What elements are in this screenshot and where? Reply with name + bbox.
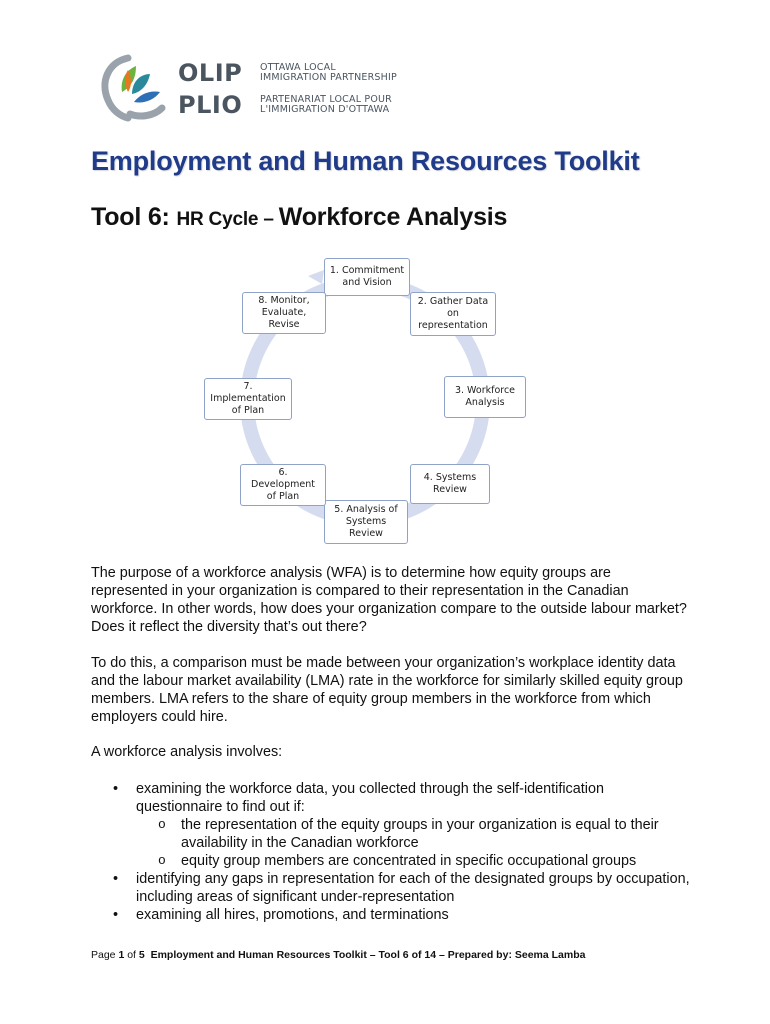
org-en-line1: OTTAWA LOCAL — [260, 61, 336, 73]
paragraph-purpose: The purpose of a workforce analysis (WFA) is to determine how equity groups are represented in your organization is compared to their representation in the Canadian workforce. In other words, how does your organization compare to the outside labour market? Does it reflect the diversity that’s out there? — [91, 565, 687, 635]
brand-fr: PLIO — [178, 91, 243, 119]
cycle-step-6: 6. Development of Plan — [240, 464, 326, 506]
org-fr-line2: L'IMMIGRATION D'OTTAWA — [260, 104, 390, 115]
cycle-step-2: 2. Gather Data on representation — [410, 292, 496, 336]
subtitle-topic: Workforce Analysis — [278, 203, 508, 231]
list-item — [91, 780, 691, 870]
list-item-text: examining the workforce data, you collected through the self-identification questionnaire to find out if: — [136, 781, 604, 815]
org-en-line2: IMMIGRATION PARTNERSHIP — [260, 72, 397, 83]
footer-of-word: of — [124, 949, 139, 961]
cycle-step-5: 5. Analysis of Systems Review — [324, 500, 408, 544]
cycle-step-4: 4. Systems Review — [410, 464, 490, 504]
org-fr-line1: PARTENARIAT LOCAL POUR — [260, 93, 392, 105]
sub-list-item: o equity group members are concentrated in specific occupational groups — [136, 852, 691, 870]
tool-subtitle — [91, 203, 507, 232]
cycle-step-1: 1. Commitment and Vision — [324, 258, 410, 296]
list-item: • identifying any gaps in representation for each of the designated groups by occupation, including areas of significant under-representation — [91, 870, 691, 906]
logo-text — [178, 58, 397, 120]
cycle-step-8: 8. Monitor, Evaluate, Revise — [242, 292, 326, 334]
subtitle-cycle: HR Cycle – — [176, 209, 279, 230]
footer-page-total: 5 — [138, 949, 145, 961]
paragraph-involves: A workforce analysis involves: — [91, 744, 283, 760]
cycle-step-3: 3. Workforce Analysis — [444, 376, 526, 418]
sub-list-item: o the representation of the equity groups in your organization is equal to their availability in the Canadian workforce — [136, 816, 691, 852]
footer-page-word: Page — [91, 949, 119, 961]
page-title: Employment and Human Resources Toolkit — [91, 146, 640, 176]
brand-en: OLIP — [178, 59, 243, 87]
cycle-arrow-head — [308, 270, 324, 284]
paragraph-comparison: To do this, a comparison must be made between your organization’s workplace identity data and the labour market availability (LMA) rate in the workforce for similarly skilled equity group members. LMA refers to the share of equity group members in the workforce from which employers could hire. — [91, 655, 683, 725]
analysis-list — [91, 780, 691, 924]
list-item: • examining all hires, promotions, and terminations — [91, 906, 691, 924]
footer-page-number: 1 — [118, 949, 125, 961]
hr-cycle-diagram — [200, 256, 530, 546]
subtitle-tool: Tool 6: — [91, 203, 177, 231]
cycle-step-7: 7. Implementation of Plan — [204, 378, 292, 420]
olip-logo-mark — [98, 52, 178, 124]
page-footer — [91, 949, 585, 961]
footer-text: Employment and Human Resources Toolkit – Tool 6 of 14 – Prepared by: Seema Lamba — [150, 949, 586, 961]
sub-list — [136, 816, 691, 870]
